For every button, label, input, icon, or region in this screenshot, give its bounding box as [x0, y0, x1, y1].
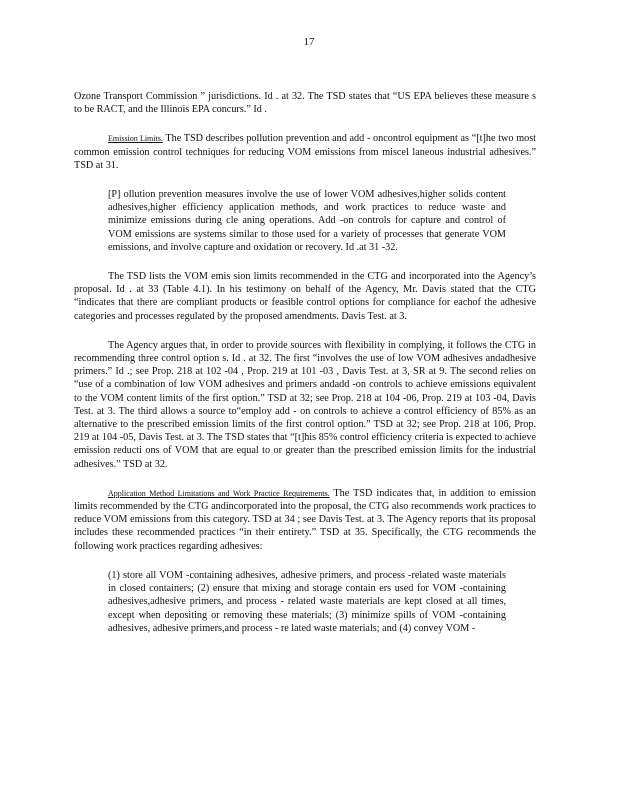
heading-emission-limits: Emission Limits. [108, 134, 163, 144]
block-quote-1: [P] ollution prevention measures involve the use of lower VOM adhesives,higher solids content adhesives,higher efficiency application methods, and work practices to reduce waste and minimize emissions during cle aning operations. Add -on controls for capture and control of VOM emissions are systems similar to those used for a variety of processes that generate VOM emissions, and involve capture and oxidation or recovery. Id .at 31 -32. [108, 189, 506, 253]
paragraph-application-method [74, 487, 536, 553]
document-body [74, 90, 536, 635]
paragraph-5-text: The TSD indicates that, in addition to emission limits recommended by the CTG andincorporated into the proposal, the CTG also recommends work practices to reduce VOM emissions from this category. TSD at 34 ; see Davis Test. at 3. The Agency reports that its proposal includes these recommended practices “in their entirety.” TSD at 35. Specifically, the CTG recommends the following work practices regarding adhesives: [74, 487, 536, 552]
paragraph-1: Ozone Transport Commission ” jurisdictions. Id . at 32. The TSD states that “US EPA believes these measure s to be RACT, and the Illinois EPA concurs.” Id . [74, 91, 536, 116]
paragraph-emission-limits [74, 132, 536, 172]
paragraph-2-text: The TSD describes pollution prevention and add - oncontrol equipment as “[t]he two most common emission control techniques for reducing VOM emissions from miscel laneous industrial adhesives.” TSD at 31. [74, 133, 537, 171]
paragraph-3: The TSD lists the VOM emis sion limits recommended in the CTG and incorporated into the Agency’s proposal. Id . at 33 (Table 4.1). In his testimony on behalf of the Agency, Mr. Davis stated that the CTG “indicates that there are compliant products or feasible control options for compliance for eachof the adhesive categories and processes regulated by the proposed amendments. Davis Test. at 3. [74, 271, 536, 322]
paragraph-4: The Agency argues that, in order to provide sources with flexibility in complying, it follows the CTG in recommending three control option s. Id . at 32. The first “involves the use of low VOM adhesives andadhesive primers.” Id .; see Prop. 218 at 102 -04 , Prop. 219 at 101 -03 , Davis Test. at 3, SR at 9. The second relies on “use of a combination of low VOM adhesives and primers andadd -on controls to achieve emissions equivalent to the VOM content limits of the first option.” TSD at 32; see Prop. 218 at 104 -06, Prop. 219 at 103 -04, Davis Test. at 3. The third allows a source to“employ add - on controls to achieve a control efficiency of 85% as an alternative to the prescribed emission limits of the first control option.” TSD at 32; see Prop. 218 at 106, Prop. 219 at 104 -05, Davis Test. at 3. The TSD states that “[t]his 85% control efficiency criteria is expected to achieve emission reducti ons of VOM that are equal to or greater than the prescribed emission limits for the industrial adhesives.” TSD at 32. [74, 339, 536, 470]
heading-application-method: Application Method Limitations and Work Practice Requirements. [108, 488, 330, 498]
page-number: 17 [303, 36, 315, 48]
block-quote-2: (1) store all VOM -containing adhesives, adhesive primers, and process -related waste materials in closed containers; (2) ensure that mixing and storage contain ers used for VOM -containing adhesives,adhesive primers, and process - related waste materials are kept closed at all times, except when depositing or removing these materials; (3) minimize spills of VOM -containing adhesives, adhesive primers,and process - re lated waste materials; and (4) convey VOM - [108, 569, 506, 634]
